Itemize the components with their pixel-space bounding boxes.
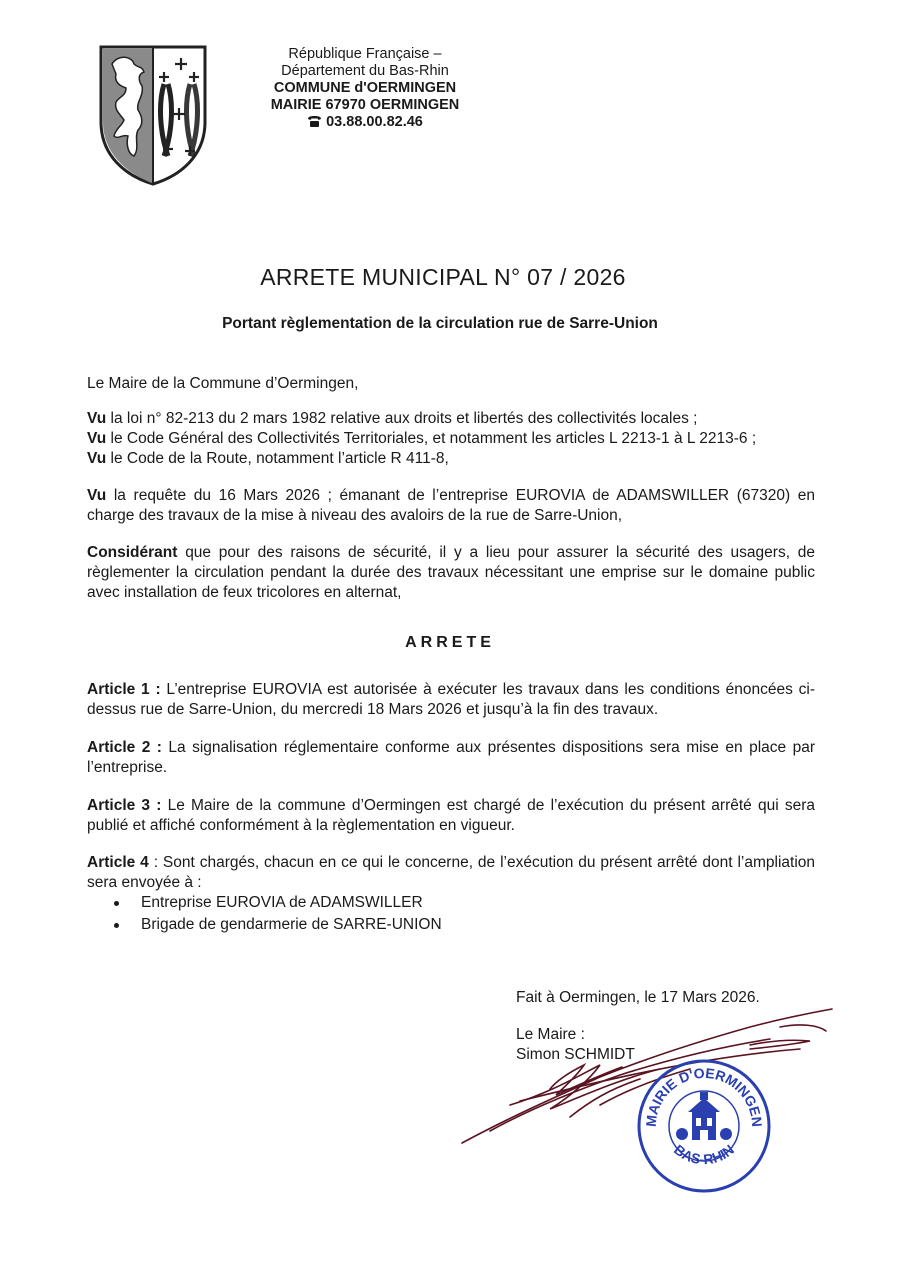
article-1: [87, 680, 815, 720]
coat-of-arms-logo: [98, 44, 208, 186]
header-department: Département du Bas-Rhin: [281, 63, 449, 79]
header-phone: 03.88.00.82.46: [326, 114, 423, 130]
phone-icon: [307, 116, 322, 127]
place-date-line: Fait à Oermingen, le 17 Mars 2026.: [516, 989, 760, 1006]
considerant-text: que pour des raisons de sécurité, il y a lieu pour assurer la sécurité des usagers, de règlementer la circulation pendant la durée des travaux nécessitant une emprise sur le domaine public avec installation de feux tricolores en alternat,: [87, 544, 815, 601]
letterhead: [250, 46, 480, 131]
vu-block: [87, 409, 815, 469]
recipient-list: [114, 893, 442, 937]
vu-request-paragraph: [87, 486, 815, 526]
intro-line: Le Maire de la Commune d’Oermingen,: [87, 375, 359, 392]
article-3: [87, 796, 815, 836]
page-title: ARRETE MUNICIPAL N° 07 / 2026: [260, 264, 626, 290]
vu-text: le Code de la Route, notamment l’article R 411-8,: [106, 450, 449, 467]
header-commune: COMMUNE d'OERMINGEN: [273, 80, 457, 96]
header-phone-line: [250, 114, 480, 131]
stamp-text-top: MAIRIE D'OERMINGEN: [642, 1064, 766, 1128]
signatory-name: Simon SCHMIDT: [516, 1046, 635, 1063]
article-text: La signalisation réglementaire conforme aux présentes dispositions sera mise en place par l’entreprise.: [87, 739, 816, 776]
vu-request-label: Vu: [87, 487, 107, 504]
arrete-heading: ARRETE: [405, 634, 495, 651]
vu-request-text: la requête du 16 Mars 2026 ; émanant de l’entreprise EUROVIA de ADAMSWILLER (67320) en charge des travaux de la mise à niveau des avaloirs de la rue de Sarre-Union,: [87, 487, 815, 524]
article-text: Le Maire de la commune d’Oermingen est chargé de l’exécution du présent arrêté qui sera publié et affiché conformément à la règlementation en vigueur.: [87, 797, 815, 834]
mairie-stamp: [636, 1058, 772, 1194]
header-mairie: MAIRIE 67970 OERMINGEN: [270, 97, 460, 113]
article-label: Article 4: [87, 854, 149, 871]
article-label: Article 1 :: [87, 681, 161, 698]
article-label: Article 2 :: [87, 739, 162, 756]
vu-line: [87, 429, 815, 449]
vu-label: Vu: [87, 430, 107, 447]
signatory-role: Le Maire :: [516, 1026, 585, 1043]
vu-line: [87, 449, 815, 469]
article-label: Article 3 :: [87, 797, 162, 814]
considerant-paragraph: [87, 543, 815, 603]
article-2: [87, 738, 815, 778]
vu-text: la loi n° 82-213 du 2 mars 1982 relative aux droits et libertés des collectivités locales ;: [106, 410, 698, 427]
vu-label: Vu: [87, 450, 107, 467]
vu-line: [87, 409, 815, 429]
considerant-label: Considérant: [87, 544, 178, 561]
article-4: [87, 853, 815, 893]
list-item: Entreprise EUROVIA de ADAMSWILLER: [114, 893, 442, 915]
header-republic: République Française –: [288, 46, 442, 62]
stamp-text-bottom: BAS-RHIN: [670, 1141, 738, 1168]
page-subtitle: Portant règlementation de la circulation rue de Sarre-Union: [222, 315, 658, 332]
vu-label: Vu: [87, 410, 107, 427]
vu-text: le Code Général des Collectivités Territoriales, et notamment les articles L 2213-1 à L 2213-6 ;: [106, 430, 757, 447]
article-text: : Sont chargés, chacun en ce qui le concerne, de l’exécution du présent arrêté dont l’ampliation sera envoyée à :: [87, 854, 815, 891]
article-text: L’entreprise EUROVIA est autorisée à exécuter les travaux dans les conditions énoncées ci-dessus rue de Sarre-Union, du mercredi 18 Mars 2026 et jusqu’à la fin des travaux.: [87, 681, 815, 718]
list-item: Brigade de gendarmerie de SARRE-UNION: [114, 915, 442, 937]
